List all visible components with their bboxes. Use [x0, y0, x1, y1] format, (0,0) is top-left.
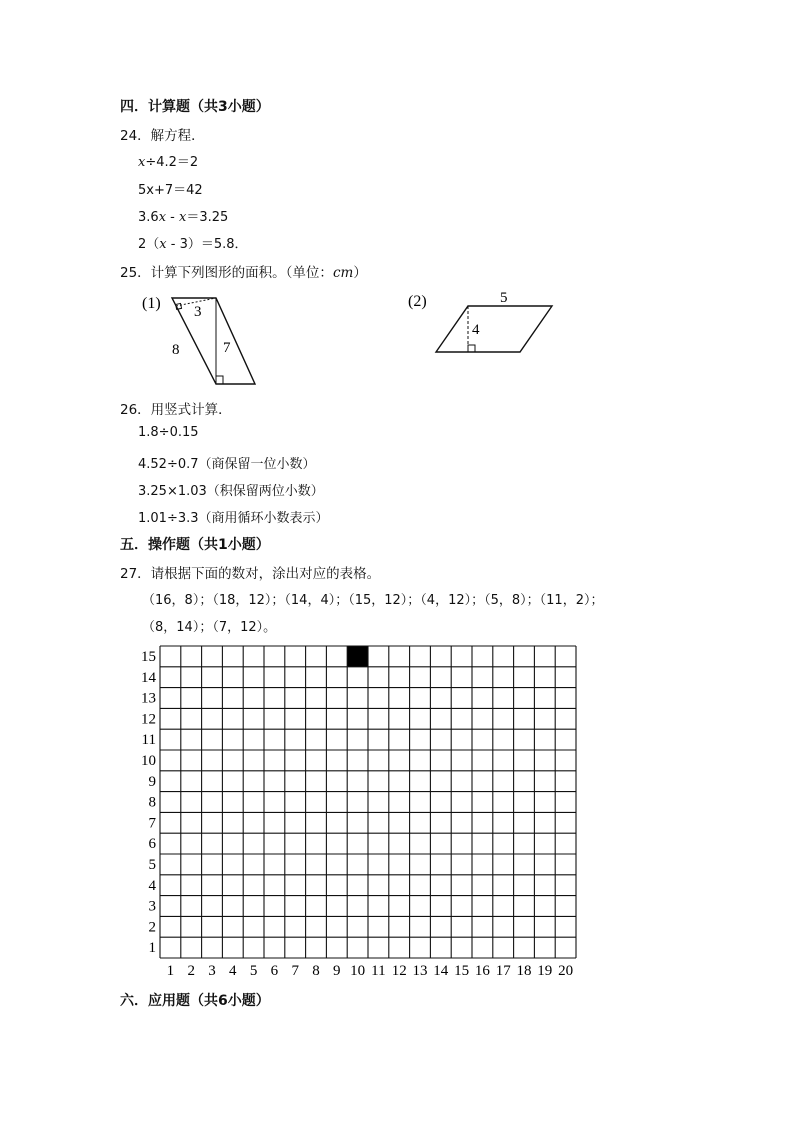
x-axis-label: 6	[270, 963, 279, 979]
x-axis-label: 9	[333, 963, 341, 979]
x-axis-label: 17	[495, 963, 511, 979]
x-axis-label: 4	[229, 963, 237, 979]
x-axis-label: 3	[208, 963, 216, 979]
y-axis-label: 13	[141, 690, 156, 707]
q24-header: 24．解方程．	[120, 128, 205, 144]
section-6-title: 六．应用题（共6小题）	[120, 993, 270, 1009]
x-axis-label: 15	[454, 963, 470, 979]
top-value: 5	[500, 290, 508, 306]
variable-x: x	[158, 210, 167, 225]
side-value: 8	[172, 342, 180, 358]
x-axis-label: 10	[350, 963, 366, 979]
eq3-minus: -	[166, 210, 179, 225]
q27-pairs-line-1: （16，8）；（18，12）；（14，4）；（15，12）；（4，12）；（5，8）；（11，2）；	[142, 593, 604, 608]
x-axis-label: 20	[558, 963, 574, 979]
variable-x: x	[138, 155, 146, 170]
x-axis-label: 2	[187, 963, 195, 979]
variable-x: x	[159, 237, 167, 252]
right-angle-mark	[176, 303, 182, 309]
eq4-pre: 2（	[138, 237, 160, 252]
y-axis-label: 11	[141, 732, 156, 749]
right-angle-mark	[468, 345, 475, 352]
y-axis-label: 1	[148, 940, 156, 957]
y-axis-label: 12	[141, 711, 156, 728]
variable-x: x	[179, 210, 187, 225]
eq4-post: - 3）＝5.8．	[166, 237, 248, 252]
q25-header-text: 25．计算下列图形的面积。（单位：	[120, 265, 333, 281]
y-axis-label: 9	[148, 773, 156, 790]
y-axis-label: 4	[148, 877, 156, 894]
q27-pairs-line-2: （8，14）；（7，12）。	[142, 620, 277, 635]
y-axis-label: 8	[148, 794, 156, 811]
unit-cm: cm	[332, 265, 354, 281]
q24-equation-1	[138, 151, 198, 170]
q26-line-2: 4.52÷0.7（商保留一位小数）	[138, 457, 316, 472]
figure-2-label: (2)	[408, 293, 427, 310]
equation-rest: ÷4.2＝2	[145, 155, 199, 170]
q26-line-4: 1.01÷3.3（商用循环小数表示）	[138, 511, 329, 526]
figure-1-label: (1)	[142, 295, 161, 312]
filled-cell	[347, 646, 368, 667]
q27-header: 27．请根据下面的数对，涂出对应的表格。	[120, 566, 381, 582]
q24-equation-4	[138, 233, 248, 252]
q25-header-close: ）	[353, 265, 367, 281]
q26-line-3: 3.25×1.03（积保留两位小数）	[138, 484, 324, 499]
x-axis-label: 18	[516, 963, 532, 979]
figure-2-parallelogram	[406, 286, 562, 358]
x-axis-label: 19	[537, 963, 553, 979]
y-axis-label: 10	[141, 752, 156, 769]
y-axis-label: 14	[141, 669, 156, 686]
height-value: 7	[223, 340, 231, 356]
x-axis-label: 7	[291, 963, 299, 979]
figure-1-parallelogram	[138, 286, 268, 390]
y-axis-label: 3	[148, 898, 156, 915]
y-axis-label: 5	[148, 856, 156, 873]
parallelogram-outline	[436, 306, 552, 352]
x-axis-label: 11	[371, 963, 386, 979]
diag-height-value: 3	[194, 304, 202, 320]
x-axis-label: 16	[474, 963, 490, 979]
q24-equation-3	[138, 206, 228, 225]
x-axis-label: 5	[249, 963, 258, 979]
y-axis-label: 2	[148, 919, 156, 936]
eq3-coef: 3.6	[138, 210, 159, 225]
section-5-title: 五．操作题（共1小题）	[120, 537, 270, 553]
y-axis-label: 7	[148, 815, 156, 832]
section-4-title: 四．计算题（共3小题）	[120, 99, 270, 115]
x-axis-label: 8	[312, 963, 320, 979]
q26-header: 26．用竖式计算．	[120, 402, 232, 418]
q26-line-1: 1.8÷0.15	[138, 425, 199, 440]
q25-header	[120, 261, 367, 281]
y-axis-label: 6	[148, 836, 156, 853]
q24-equation-2: 5x+7＝42	[138, 183, 203, 198]
x-axis-label: 12	[391, 963, 407, 979]
eq3-result: ＝3.25	[186, 210, 229, 225]
height-value: 4	[472, 322, 480, 338]
x-axis-label: 13	[412, 963, 428, 979]
coordinate-grid	[130, 640, 590, 980]
x-axis-label: 14	[433, 963, 449, 979]
right-angle-mark	[216, 376, 223, 384]
y-axis-label: 15	[141, 648, 156, 665]
parallelogram-outline	[172, 298, 255, 384]
x-axis-label: 1	[166, 963, 175, 979]
